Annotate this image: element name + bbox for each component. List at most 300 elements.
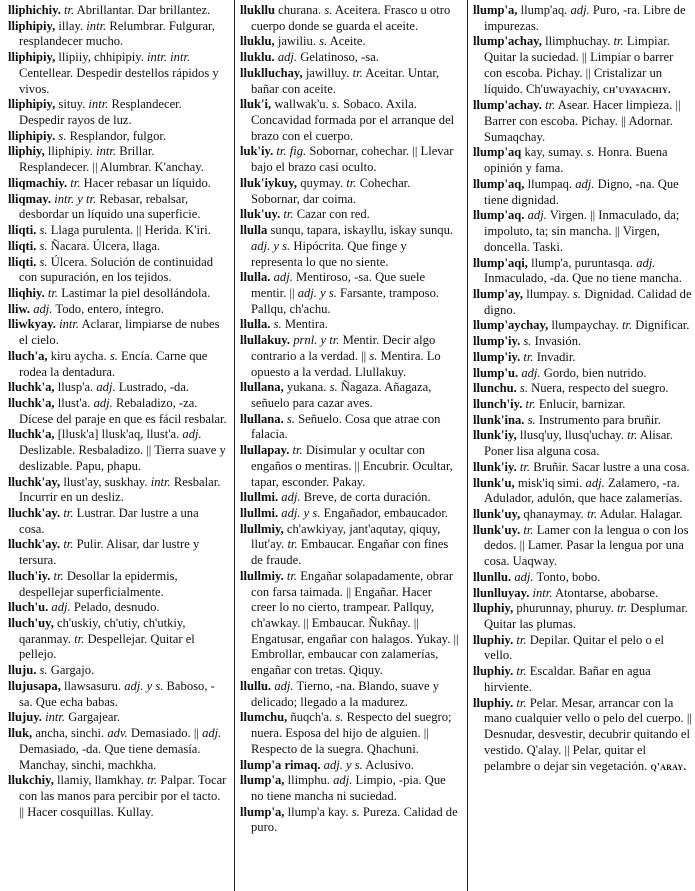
grammar-label: intr. xyxy=(88,97,109,112)
definition: Sobornar, cohechar. || Llevar bajo el brazo casi oculto. xyxy=(251,144,454,175)
dictionary-entry xyxy=(8,380,227,396)
definition: Gordo, bien nutrido. xyxy=(543,365,647,380)
grammar-label: tr. xyxy=(616,601,628,616)
dictionary-entry xyxy=(8,317,227,348)
headword: lluklu, xyxy=(240,34,275,49)
dictionary-entry xyxy=(8,506,227,537)
definition: Aclarar, limpiarse de nubes el cielo. xyxy=(19,317,220,348)
definition: Demasiado, -da. Que tiene demasía. Manchay, sinchi, machkha. xyxy=(19,741,201,772)
grammar-label: adj. xyxy=(277,50,298,65)
headword: llump'aq. xyxy=(473,208,525,223)
headword: lluchk'a, xyxy=(8,395,55,410)
dictionary-entry xyxy=(8,396,227,427)
definition: Limpio, -pia. Que no tiene mancha ni suciedad. xyxy=(251,773,446,803)
dictionary-entry xyxy=(473,507,692,523)
grammar-label: tr. xyxy=(63,537,74,552)
dictionary-entry xyxy=(240,490,459,506)
column-divider xyxy=(234,0,235,891)
definition: Depilar. Quitar el pelo o el vello. xyxy=(484,632,665,663)
headword: lliphipiy, xyxy=(8,18,56,33)
dictionary-entry xyxy=(473,287,692,318)
dictionary-entry xyxy=(240,3,459,34)
headword: llumchu, xyxy=(240,710,288,725)
definition: Hacer rebasar un líquido. xyxy=(83,175,211,190)
grammar-label: s. xyxy=(273,317,282,332)
definition: Aceitar. Untar, bañar con aceite. xyxy=(251,65,440,96)
dictionary-entry xyxy=(8,427,227,474)
dictionary-entry xyxy=(8,286,227,302)
definition: Todo, entero, íntegro. xyxy=(55,301,164,316)
headword: lluk, xyxy=(8,726,33,741)
grammar-label: intr. xyxy=(59,317,80,332)
definition: Engañador, embaucador. xyxy=(323,506,448,520)
dictionary-entry xyxy=(473,601,692,632)
headword: lliqti. xyxy=(8,223,37,238)
variant-forms: kay, sumay. xyxy=(524,145,584,160)
dictionary-entry xyxy=(240,97,459,144)
definition: Señuelo. Cosa que atrae con falacia. xyxy=(251,411,441,442)
headword: llunk'iy, xyxy=(473,428,517,443)
headword: llump'u. xyxy=(473,365,519,380)
grammar-label: adj. xyxy=(202,726,222,741)
grammar-label: tr. xyxy=(516,632,527,647)
grammar-label: tr. xyxy=(346,175,357,190)
definition: Limpiar. Quitar la suciedad. || Limpiar o barrer con escoba. Pichay. || Cristalizar un líquido. Ch'uwayachiy, xyxy=(484,34,674,96)
headword: llujusapa, xyxy=(8,678,61,693)
grammar-label: tr. xyxy=(545,98,556,113)
headword: llullmiy, xyxy=(240,521,284,536)
dictionary-entry xyxy=(473,586,692,602)
definition: Resplandecer. Despedir rayos de luz. xyxy=(19,97,182,128)
dictionary-entry xyxy=(473,318,692,334)
headword: lluk'uy. xyxy=(240,207,281,222)
headword: llump'achay. xyxy=(473,98,542,113)
dictionary-entry xyxy=(473,428,692,459)
grammar-label: adj. xyxy=(636,255,656,270)
dictionary-entry xyxy=(240,333,459,380)
grammar-label: adj. xyxy=(281,490,301,505)
grammar-label: s. xyxy=(523,334,532,349)
dictionary-entry xyxy=(8,475,227,506)
headword: llulla xyxy=(240,223,268,238)
grammar-label: tr. xyxy=(523,522,534,537)
grammar-label: s. xyxy=(527,412,536,427)
dictionary-entry xyxy=(8,663,227,679)
headword: llunlluyay. xyxy=(473,585,530,600)
headword: lliqti. xyxy=(8,254,37,269)
headword: llump'aychay, xyxy=(473,318,549,333)
dictionary-entry xyxy=(240,223,459,270)
headword: llujuy. xyxy=(8,710,42,725)
variant-forms: situy. xyxy=(58,97,86,112)
headword: lliphichiy. xyxy=(8,3,61,17)
grammar-label: tr. fig. xyxy=(276,144,307,159)
headword: llukllu xyxy=(240,3,276,17)
dictionary-entry xyxy=(240,710,459,757)
dictionary-entry xyxy=(8,50,227,97)
variant-forms: jawilluy. xyxy=(305,65,350,80)
headword: lluphiy. xyxy=(473,632,514,647)
definition: Mentir. Decir algo contrario a la verdad. || xyxy=(251,333,436,363)
dictionary-entry xyxy=(240,144,459,175)
dictionary-entry xyxy=(240,522,459,569)
grammar-label: adj. xyxy=(514,569,534,584)
definition: Pureza. Calidad de puro. xyxy=(251,804,458,835)
headword: lluklu. xyxy=(240,50,275,65)
dictionary-entry xyxy=(8,223,227,239)
variant-forms: llump'aq. xyxy=(520,3,568,17)
grammar-label: adj. xyxy=(333,773,353,788)
headword: llullapay. xyxy=(240,443,290,458)
dictionary-entry xyxy=(473,476,692,507)
headword: llump'iy. xyxy=(473,334,521,349)
definition: Pulir. Alisar, dar lustre y tersura. xyxy=(19,537,200,568)
grammar-label: intr. y tr. xyxy=(54,191,97,206)
headword: llump'a, xyxy=(240,773,285,788)
variant-forms: [llusk'a] llusk'aq, llust'a. xyxy=(57,427,180,442)
definition: Nuera, respecto del suegro. xyxy=(531,381,669,396)
variant-forms: yukana. xyxy=(286,380,327,395)
definition: Despellejar. Quitar el pellejo. xyxy=(19,631,195,662)
grammar-label: tr. xyxy=(613,34,624,49)
dictionary-entry xyxy=(8,97,227,128)
definition: Disimular y ocultar con engaños o mentiras. || Encubrir. Ocultar, tapar, esconder. Pakay. xyxy=(251,443,453,489)
definition: Abrillantar. Dar brillantez. xyxy=(76,3,211,17)
headword: llullakuy. xyxy=(240,333,291,348)
variant-forms: qhanaymay. xyxy=(523,507,584,521)
grammar-label: intr. xyxy=(45,710,66,725)
headword: lluchk'ay. xyxy=(8,537,61,552)
definition: Palpar. Tocar con las manos para percibir por el tacto. || Hacer cosquillas. Kullay. xyxy=(19,773,227,819)
dictionary-entry xyxy=(8,616,227,663)
grammar-label: s. xyxy=(329,380,338,395)
definition: Dignificar. xyxy=(635,318,690,333)
headword: lliw. xyxy=(8,301,31,316)
definition: Relumbrar. Fulgurar, resplandecer mucho. xyxy=(19,18,215,49)
headword: lluch'uy, xyxy=(8,616,54,631)
grammar-label: tr. xyxy=(523,349,534,364)
dictionary-entry xyxy=(473,208,692,255)
variant-forms: ñuqch'a. xyxy=(290,710,333,725)
definition: Dignidad. Calidad de digno. xyxy=(484,286,692,317)
definition: Embaucar. Engañar con fines de fraude. xyxy=(251,537,449,568)
definition: Lamer con la lengua o con los dedos. || Lamer. Pasar la lengua por una cosa. Uaqway. xyxy=(484,522,689,569)
definition: Rebaladizo, -za. Dícese del paraje en que es fácil resbalar. xyxy=(19,395,227,426)
grammar-label: adj. xyxy=(274,678,294,693)
grammar-label: adv. xyxy=(107,726,128,741)
definition: Deslizable. Resbaladizo. || Tierra suave y deslizable. Papu, phapu. xyxy=(19,443,226,473)
headword: lluchk'ay, xyxy=(8,474,61,489)
grammar-label: adj. xyxy=(33,301,53,316)
dictionary-entry xyxy=(473,145,692,176)
dictionary-entry xyxy=(240,443,459,490)
grammar-label: adj. xyxy=(527,208,547,223)
dictionary-entry xyxy=(8,255,227,286)
definition: Pelado, desnudo. xyxy=(73,600,160,615)
cross-reference: q'aray. xyxy=(650,760,687,773)
headword: llullana. xyxy=(240,411,284,426)
grammar-label: tr. xyxy=(286,568,298,583)
grammar-label: intr. intr. xyxy=(147,50,191,65)
dictionary-entry xyxy=(473,696,692,776)
definition: Respecto del suegro; nuera. Esposa del hijo de alguien. || Respecto de la suegra. Qhachuni. xyxy=(251,710,452,756)
dictionary-entry xyxy=(8,144,227,175)
headword: lliqti. xyxy=(8,238,37,253)
variant-forms: ch'uskiy, ch'utiy, ch'utkiy, qaranmay. xyxy=(19,616,186,646)
headword: lliqmachiy. xyxy=(8,175,68,190)
definition: Virgen. || Inmaculado, da; impoluto, ta; sin mancha. || Virgen, doncella. Taski. xyxy=(484,208,680,254)
headword: lluchk'a, xyxy=(8,427,55,442)
definition: Alisar. Poner lisa alguna cosa. xyxy=(484,428,673,459)
variant-forms: llawsasuru. xyxy=(64,678,122,693)
variant-forms: quymay. xyxy=(300,175,344,190)
variant-forms: ch'awkiyay, jant'aqutay, qiquy, llut'ay. xyxy=(251,521,441,552)
definition: Gargajear. xyxy=(68,710,121,725)
grammar-label: adj. xyxy=(96,380,116,395)
grammar-label: s. xyxy=(39,223,48,238)
dictionary-entry xyxy=(240,207,459,223)
dictionary-entry xyxy=(473,381,692,397)
dictionary-entry xyxy=(473,570,692,586)
dictionary-entry xyxy=(8,129,227,145)
variant-forms: llumpaychay. xyxy=(551,318,619,333)
headword: lliqhiy. xyxy=(8,285,45,300)
headword: llump'aq, xyxy=(473,176,525,191)
dictionary-entry xyxy=(8,176,227,192)
variant-forms: wallwak'u. xyxy=(274,97,329,112)
variant-forms: lliphipiy. xyxy=(47,144,93,159)
grammar-label: prnl. y tr. xyxy=(293,333,340,348)
grammar-label: intr. xyxy=(86,18,107,33)
definition: Mentira. Lo opuesto a la verdad. Llullakuy. xyxy=(251,348,441,379)
definition: Ñagaza. Añagaza, señuelo para cazar aves. xyxy=(251,380,432,410)
definition: Puro, -ra. Libre de impurezas. xyxy=(484,3,686,33)
grammar-label: adj. xyxy=(570,3,590,17)
grammar-label: tr. xyxy=(292,443,303,458)
dictionary-entry xyxy=(8,726,227,773)
definition: Zalamero, -ra. Adulador, adulón, que hace zalamerías. xyxy=(484,475,683,506)
headword: luk'iy. xyxy=(240,144,274,159)
dictionary-entry xyxy=(473,460,692,476)
definition: Sobaco. Axila. Concavidad formada por el arranque del brazo con el cuerpo. xyxy=(251,97,455,143)
definition: Pelar. Mesar, arrancar con la mano cualquier vello o pelo del cuerpo. || Desnudar, desvestir, decubrir quitando el vestido. Q'alay. || Pelar, quitar el pelambre o dejar sin vegetación. xyxy=(484,695,692,773)
column-divider xyxy=(467,0,468,891)
headword: llulla. xyxy=(240,270,271,285)
dictionary-entry xyxy=(8,239,227,255)
definition: Ñacara. Úlcera, llaga. xyxy=(50,238,161,253)
grammar-label: tr. xyxy=(586,507,598,521)
headword: lluphiy, xyxy=(473,601,514,616)
dictionary-entry xyxy=(8,19,227,50)
definition: Instrumento para bruñir. xyxy=(538,412,661,427)
headword: lliphipiy. xyxy=(8,128,56,143)
headword: llunllu. xyxy=(473,569,512,584)
headword: lluphiy. xyxy=(473,664,514,679)
definition: Lustrar. Dar lustre a una cosa. xyxy=(19,506,199,536)
definition: Mentira. xyxy=(284,317,328,332)
dictionary-entry xyxy=(473,633,692,664)
headword: llump'a rimaq. xyxy=(240,757,321,772)
dictionary-entry xyxy=(473,413,692,429)
headword: lluk'i, xyxy=(240,97,272,112)
dictionary-entry xyxy=(473,366,692,382)
grammar-label: adj. y s. xyxy=(281,506,321,520)
dictionary-entry xyxy=(8,192,227,223)
variant-forms: llimphuchay. xyxy=(545,34,611,49)
headword: lluju. xyxy=(8,663,37,678)
dictionary-entry xyxy=(473,397,692,413)
definition: Tonto, bobo. xyxy=(536,569,601,584)
definition: Breve, de corta duración. xyxy=(303,490,431,505)
grammar-label: s. xyxy=(58,128,67,143)
headword: lluch'a, xyxy=(8,348,48,363)
dictionary-entry xyxy=(240,569,459,679)
headword: llump'aq xyxy=(473,145,522,160)
grammar-label: tr. xyxy=(70,175,81,190)
grammar-label: tr. xyxy=(516,664,527,679)
headword: llunk'iy. xyxy=(473,459,517,474)
definition: Cohechar. Sobornar, dar coima. xyxy=(251,175,411,206)
definition: Aceite. xyxy=(329,34,366,49)
dictionary-entry xyxy=(8,349,227,380)
grammar-label: s. xyxy=(331,97,340,112)
definition: Escaldar. Bañar en agua hirviente. xyxy=(484,664,651,694)
headword: llullu. xyxy=(240,678,272,693)
definition: Asear. Hacer limpieza. || Barrer con escoba. Pichay. || Adornar. Sumaqchay. xyxy=(484,98,681,144)
headword: llunk'u, xyxy=(473,475,515,490)
grammar-label: tr. xyxy=(64,3,75,17)
grammar-label: adj. xyxy=(51,600,71,615)
headword: lluch'u. xyxy=(8,600,49,615)
dictionary-entry xyxy=(240,34,459,50)
grammar-label: tr. xyxy=(74,631,85,646)
definition: Rebasar, rebalsar, desbordar un líquido una superficie. xyxy=(19,191,201,222)
headword: llulla. xyxy=(240,317,271,332)
grammar-label: s. xyxy=(39,238,48,253)
grammar-label: s. xyxy=(319,34,328,49)
dictionary-entry xyxy=(240,270,459,317)
definition: Demasiado. || xyxy=(130,726,199,741)
variant-forms: llump'a, puruntasqa. xyxy=(531,255,634,270)
definition: Engañar solapadamente, obrar con farsa taimada. || Engañar. Hacer creer lo no cierto, trampear. Pallquy, ch'awkay. || Embaucar. Ñukñay. || Engatusar, engañar con halagos. Yukay. || Embrollar, embaucar con zalamerías, engañar con tretas. Qiquy. xyxy=(251,568,459,678)
headword: llunk'uy. xyxy=(473,522,521,537)
headword: llump'aqi, xyxy=(473,255,528,270)
grammar-label: intr. xyxy=(532,585,553,600)
headword: llukchiy, xyxy=(8,773,54,788)
grammar-label: adj. xyxy=(273,270,293,285)
grammar-label: adj. y s. xyxy=(297,285,337,300)
grammar-label: tr. xyxy=(519,459,531,474)
dictionary-entry xyxy=(8,3,227,19)
grammar-label: s. xyxy=(519,381,528,396)
variant-forms: llusq'uy, llusq'uchay. xyxy=(519,428,624,443)
variant-forms: jawiliu. xyxy=(277,34,316,49)
grammar-label: s. xyxy=(586,145,595,160)
definition: Centellear. Despedir destellos rápidos y vivos. xyxy=(19,65,219,96)
dictionary-entry xyxy=(240,317,459,333)
dictionary-entry xyxy=(240,380,459,411)
headword: llullana, xyxy=(240,380,284,395)
dictionary-entry xyxy=(473,350,692,366)
dictionary-entry xyxy=(473,177,692,208)
definition: Lustrado, -da. xyxy=(118,380,190,395)
headword: llump'a, xyxy=(473,3,518,17)
dictionary-entry xyxy=(240,66,459,97)
dictionary-entry xyxy=(473,523,692,570)
grammar-label: tr. xyxy=(287,537,298,552)
grammar-label: adj. y s. xyxy=(323,757,363,772)
dictionary-entry xyxy=(473,664,692,695)
dictionary-entry xyxy=(473,34,692,98)
variant-forms: kiru aycha. xyxy=(50,348,107,363)
grammar-label: tr. xyxy=(147,773,158,788)
definition: Bruñir. Sacar lustre a una cosa. xyxy=(533,459,690,474)
definition: Digno, -na. Que tiene dignidad. xyxy=(484,176,679,207)
variant-forms: churana. xyxy=(278,3,322,17)
variant-forms: llipiiy, chhipipiy. xyxy=(58,50,144,65)
grammar-label: s. xyxy=(572,286,582,301)
variant-forms: llust'ay, suskhay. xyxy=(63,474,148,489)
grammar-label: tr. xyxy=(525,396,536,411)
definition: Invadir. xyxy=(536,349,576,364)
dictionary-entry xyxy=(8,600,227,616)
grammar-label: s. xyxy=(324,3,333,17)
dictionary-entry xyxy=(8,679,227,710)
grammar-label: tr. xyxy=(53,568,64,583)
grammar-label: tr. xyxy=(516,695,527,710)
dictionary-entry xyxy=(473,334,692,350)
headword: lluk'iykuy, xyxy=(240,175,298,190)
dictionary-column-1 xyxy=(8,3,227,889)
grammar-label: adj. xyxy=(585,475,605,490)
headword: lluchk'ay. xyxy=(8,506,61,520)
grammar-label: adj. y s. xyxy=(251,238,291,253)
dictionary-entry xyxy=(240,758,459,774)
dictionary-entry xyxy=(8,773,227,820)
grammar-label: adj. xyxy=(521,365,541,380)
headword: llunk'uy, xyxy=(473,507,521,521)
grammar-label: s. xyxy=(369,348,378,363)
variant-forms: llusp'a. xyxy=(57,380,94,395)
headword: llump'achay, xyxy=(473,34,542,49)
grammar-label: s. xyxy=(109,348,118,363)
dictionary-entry xyxy=(8,537,227,568)
variant-forms: llumpaq. xyxy=(527,176,573,191)
grammar-label: s. xyxy=(39,663,48,678)
headword: llullmi. xyxy=(240,490,279,505)
definition: Baboso, -sa. Que echa babas. xyxy=(19,678,215,709)
grammar-label: tr. xyxy=(63,506,74,520)
definition: Mentiroso, -sa. Que suele mentir. || xyxy=(251,270,426,300)
definition: Inmaculado, -da. Que no tiene mancha. xyxy=(484,271,682,286)
headword: llullmiy. xyxy=(240,568,284,583)
headword: llump'ay, xyxy=(473,286,524,301)
variant-forms: llust'a. xyxy=(57,395,91,410)
dictionary-entry xyxy=(8,302,227,318)
variant-forms: llimphu. xyxy=(287,773,330,788)
grammar-label: adj. xyxy=(93,395,113,410)
headword: llunk'ina. xyxy=(473,412,525,427)
headword: lluch'iy. xyxy=(8,568,51,583)
definition: Resplandor, fulgor. xyxy=(69,128,167,143)
dictionary-entry xyxy=(240,679,459,710)
definition: Úlcera. Solución de continuidad con supuración, en los tejidos. xyxy=(19,254,213,285)
definition: Llaga purulenta. || Herida. K'iri. xyxy=(50,223,211,238)
definition: Farsante, tramposo. Pallqu, ch'achu. xyxy=(251,285,440,316)
variant-forms: misk'iq simi. xyxy=(517,475,583,490)
definition: Gelatinoso, -sa. xyxy=(300,50,379,65)
headword: llump'a, xyxy=(240,804,285,819)
